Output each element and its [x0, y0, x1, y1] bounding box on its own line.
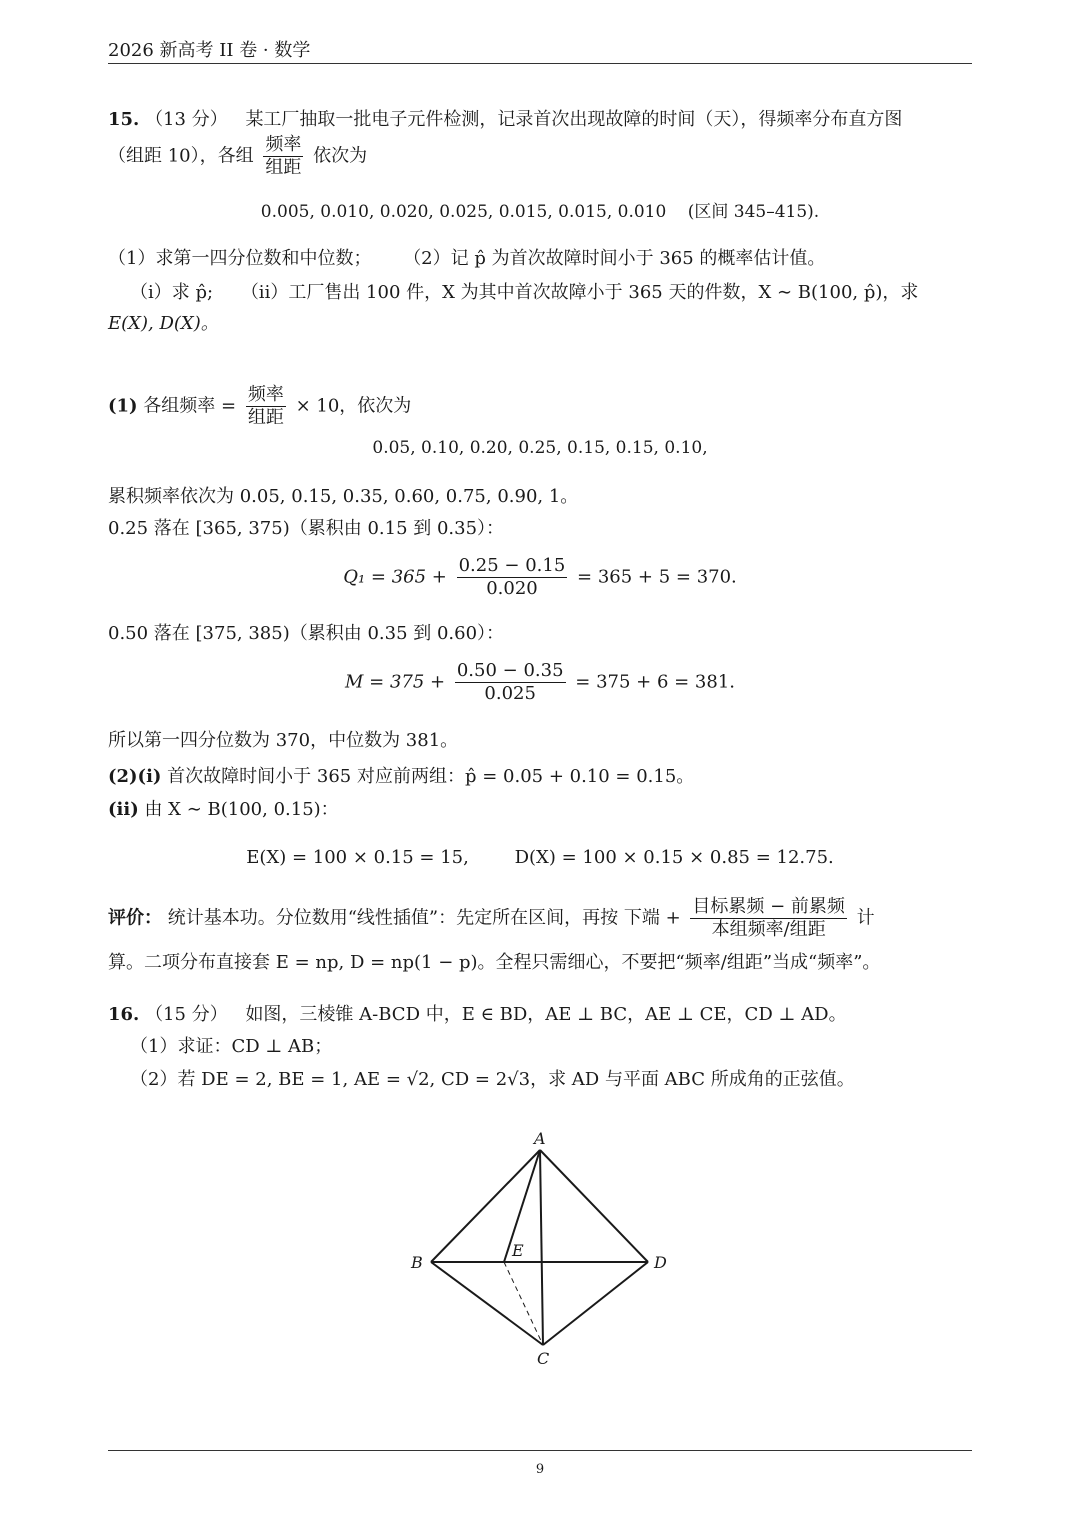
label-c: C: [537, 1349, 550, 1368]
q16-part2: （2）若 DE = 2, BE = 1, AE = √2, CD = 2√3，求 AD 与平面 ABC 所成角的正弦值。: [130, 1069, 855, 1090]
q15-line2b: 依次为: [313, 145, 368, 167]
q15-parts: [108, 245, 972, 273]
sol-dx: D(X) = 100 × 0.15 × 0.85 = 12.75.: [514, 847, 834, 868]
sol-cumulative: 累积频率依次为 0.05, 0.15, 0.35, 0.60, 0.75, 0.90, 1。: [108, 486, 579, 507]
q15-line2: [108, 134, 972, 179]
q15-part2ii: （ii）工厂售出 100 件，X 为其中首次故障小于 365 天的件数，X ∼ B(100, p̂)，求: [240, 282, 919, 303]
review-label: 评价：: [108, 907, 162, 929]
sol-freqs: 0.05, 0.10, 0.20, 0.25, 0.15, 0.15, 0.10,: [372, 438, 708, 458]
label-d: D: [654, 1253, 667, 1272]
sol-ex: E(X) = 100 × 0.15 = 15,: [246, 847, 469, 868]
review-line1: [108, 896, 972, 941]
q15-range: (区间 345–415).: [687, 202, 820, 222]
m-rhs: = 375 + 6 = 381.: [575, 671, 736, 693]
tetrahedron-figure: [400, 1124, 690, 1378]
sol-expectation-variance: [108, 844, 972, 872]
footer-rule: [108, 1450, 972, 1451]
sol1-fraction: [246, 384, 286, 429]
sol1-frac-den: 组距: [247, 407, 284, 428]
header-rule: [108, 63, 972, 64]
q15-part2i: （i）求 p̂;: [130, 282, 214, 303]
review-tail: 计: [856, 907, 875, 929]
label-b: B: [411, 1253, 423, 1272]
review-line2: 算。二项分布直接套 E = np, D = np(1 − p)。全程只需细心，不要把“频率/组距”当成“频率”。: [108, 952, 881, 973]
q16-part1: （1）求证：CD ⊥ AB；: [130, 1036, 333, 1057]
review-fraction: [690, 896, 847, 941]
edge-ad: [540, 1150, 648, 1262]
sol-q1-formula: [108, 555, 972, 600]
q15-intro: 某工厂抽取一批电子元件检测，记录首次出现故障的时间（天），得频率分布直方图: [245, 109, 903, 130]
q1-fraction: [457, 555, 568, 600]
q15-subparts: [130, 279, 994, 307]
sol2i-line: [108, 763, 972, 791]
sol2ii-line: [108, 796, 972, 824]
m-frac-den: 0.025: [484, 683, 536, 704]
q15-score: （13 分）: [145, 109, 228, 130]
q1-lhs: Q₁ = 365 +: [343, 566, 447, 588]
q16-line1: [108, 1001, 972, 1029]
label-a: A: [534, 1129, 546, 1148]
edge-ac: [540, 1150, 543, 1345]
q16-score: （15 分）: [145, 1004, 228, 1025]
edge-cd: [543, 1262, 648, 1345]
sol-conclusion: 所以第一四分位数为 370，中位数为 381。: [108, 730, 459, 751]
sol1-text: 各组频率 =: [143, 395, 237, 417]
running-header: 2026 新高考 II 卷 · 数学: [108, 40, 311, 61]
q15-values-row: [108, 198, 972, 226]
q15-number: 15.: [108, 109, 140, 130]
q15-part2: （2）记 p̂ 为首次故障时间小于 365 的概率估计值。: [403, 248, 826, 269]
sol2ii-label: (ii): [108, 799, 139, 820]
q15-line1: [108, 106, 972, 134]
review-frac-den: 本组频率/组距: [711, 919, 826, 940]
review-text: 统计基本功。分位数用“线性插值”：先定所在区间，再按 下端 +: [167, 907, 681, 929]
m-frac-num: 0.50 − 0.35: [456, 660, 564, 681]
q15-part2ii-tail: E(X), D(X)。: [108, 313, 219, 334]
q16-intro: 如图，三棱锥 A-BCD 中，E ∈ BD，AE ⊥ BC，AE ⊥ CE，CD ⊥ AD。: [245, 1004, 847, 1025]
q15-frac-num: 频率: [265, 134, 302, 155]
q1-frac-num: 0.25 − 0.15: [458, 555, 566, 576]
edge-bc: [431, 1262, 543, 1345]
sol-q1-where: 0.25 落在 [365, 375)（累积由 0.15 到 0.35）：: [108, 518, 505, 539]
page-number: 9: [535, 1462, 545, 1477]
sol1-line: [108, 384, 972, 429]
q15-part1: （1）求第一四分位数和中位数；: [108, 248, 372, 269]
q16-number: 16.: [108, 1004, 140, 1025]
sol1-tail: × 10，依次为: [295, 395, 412, 417]
q1-rhs: = 365 + 5 = 370.: [577, 566, 737, 588]
m-lhs: M = 375 +: [344, 671, 446, 693]
review-frac-num: 目标累频 − 前累频: [692, 896, 845, 917]
m-fraction: [455, 660, 566, 705]
sol1-frac-num: 频率: [247, 384, 284, 405]
tetrahedron-diagram: [400, 1124, 690, 1374]
q1-frac-den: 0.020: [486, 578, 538, 599]
sol2i-label: (2)(i): [108, 766, 162, 787]
sol-m-where: 0.50 落在 [375, 385)（累积由 0.35 到 0.60）：: [108, 623, 505, 644]
sol-m-formula: [108, 660, 972, 705]
sol1-label: (1): [108, 395, 138, 417]
q15-values: 0.005, 0.010, 0.020, 0.025, 0.015, 0.015, 0.010: [260, 202, 667, 222]
label-e: E: [512, 1241, 524, 1260]
q15-fraction: [263, 134, 303, 179]
q15-frac-den: 组距: [265, 157, 302, 178]
sol2i-text: 首次故障时间小于 365 对应前两组：p̂ = 0.05 + 0.10 = 0.15。: [167, 766, 695, 787]
q15-line2a: （组距 10），各组: [108, 145, 254, 167]
sol2ii-text: 由 X ∼ B(100, 0.15)：: [144, 799, 339, 820]
segment-ce-dashed: [504, 1262, 543, 1345]
